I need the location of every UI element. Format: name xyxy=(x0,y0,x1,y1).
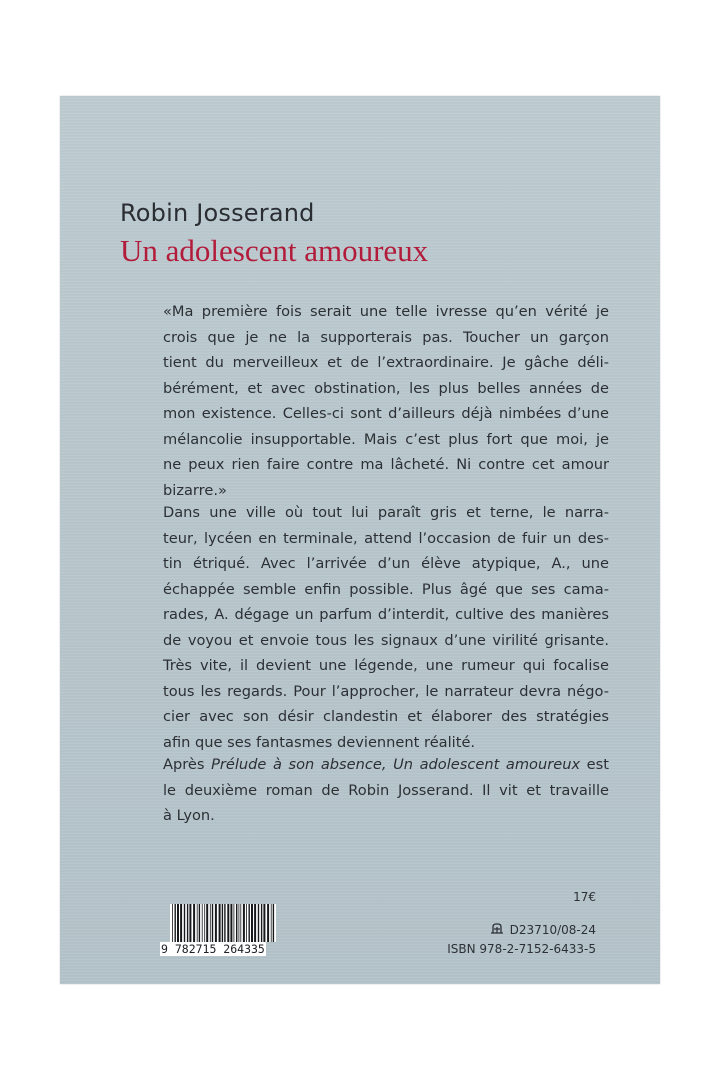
publication-codes xyxy=(435,921,596,959)
price: 17€ xyxy=(573,890,596,904)
barcode-bar xyxy=(175,904,176,942)
description-paragraph xyxy=(163,500,609,755)
barcode-bar xyxy=(187,904,188,942)
description-line: cier avec son désir clandestin et élaborer des stratégies xyxy=(163,708,609,725)
barcode-bar xyxy=(197,904,198,942)
barcode-bar xyxy=(239,904,240,942)
barcode-bar xyxy=(184,904,185,942)
barcode-bar xyxy=(251,904,253,942)
quote-line: mon existence. Celles-ci sont d’ailleurs déjà nimbées d’une xyxy=(163,405,609,422)
barcode-digits: 9 782715 264335 xyxy=(161,942,265,956)
description-line: teur, lycéen en terminale, attend l’occasion de fuir un des- xyxy=(163,529,609,547)
barcode-bar xyxy=(172,904,173,942)
quote-line: «Ma première fois serait une telle ivresse qu’en vérité je xyxy=(163,303,609,320)
barcode-bar xyxy=(236,904,237,942)
book-title: Un adolescent amoureux xyxy=(120,233,429,268)
distribution-code: D23710/08-24 xyxy=(509,923,596,937)
back-cover xyxy=(60,96,660,984)
barcode-bar xyxy=(199,904,200,942)
barcode-bar xyxy=(234,904,235,942)
description-line: tous les regards. Pour l’approcher, le narrateur devra négo- xyxy=(163,682,609,700)
barcode xyxy=(160,904,280,958)
barcode-bar xyxy=(219,904,221,942)
quote-line: mélancolie insupportable. Mais c’est plus fort que moi, je xyxy=(163,430,609,448)
author-bio-paragraph xyxy=(163,752,609,829)
barcode-bar xyxy=(240,904,241,942)
description-line: rades, A. dégage un parfum d’interdit, cultive des manières xyxy=(163,606,609,623)
bio-line: à Lyon. xyxy=(163,807,215,824)
barcode-bar xyxy=(254,904,256,942)
barcode-bar xyxy=(249,904,250,942)
barcode-bar xyxy=(212,904,213,942)
barcode-bar xyxy=(177,904,179,942)
description-line: échappée semble enfin possible. Plus âgé que ses cama- xyxy=(163,580,609,598)
barcode-bar xyxy=(206,904,208,942)
author-name: Robin Josserand xyxy=(120,199,315,227)
barcode-bar xyxy=(202,904,203,942)
quote-line: bizarre.» xyxy=(163,481,227,499)
description-line: de voyou et envoie tous les signaux d’une virilité grisante. xyxy=(163,631,609,649)
barcode-bar xyxy=(180,904,182,942)
description-line: afin que ses fantasmes deviennent réalité. xyxy=(163,733,476,751)
bio-prefix: Après xyxy=(163,756,212,773)
barcode-bar xyxy=(267,904,269,942)
description-line: tin étriqué. Avec l’arrivée d’un élève atypique, A., une xyxy=(163,555,609,572)
barcode-bar xyxy=(204,904,205,942)
barcode-bar xyxy=(215,904,217,942)
barcode-bar xyxy=(273,904,274,942)
distribution-code-line xyxy=(435,921,596,940)
barcode-bar xyxy=(271,904,272,942)
barcode-bar xyxy=(263,904,265,942)
quote-line: ne peux rien faire contre ma lâcheté. Ni contre cet amour xyxy=(163,456,609,473)
quote-line: crois que je ne la supporterais pas. Toucher un garçon xyxy=(163,328,609,346)
bio-line: le deuxième roman de Robin Josserand. Il vit et travaille xyxy=(163,781,609,799)
bio-line xyxy=(163,752,609,778)
bio-suffix: est xyxy=(580,756,609,773)
description-line: Très vite, il devient une légende, une rumeur qui focalise xyxy=(163,657,609,674)
publisher-logo-icon xyxy=(490,923,504,935)
barcode-bar xyxy=(243,904,245,942)
barcode-bar xyxy=(227,904,229,942)
barcode-bar xyxy=(193,904,195,942)
barcode-bars xyxy=(170,904,276,942)
bio-book-titles: Prélude à son absence, Un adolescent amoureux xyxy=(211,756,581,773)
barcode-bar xyxy=(222,904,223,942)
barcode-bar xyxy=(230,904,232,942)
description-line: Dans une ville où tout lui paraît gris et terne, le narra- xyxy=(163,504,609,521)
barcode-bar xyxy=(246,904,247,942)
barcode-bar xyxy=(224,904,225,942)
barcode-bar xyxy=(258,904,259,942)
isbn: ISBN 978-2-7152-6433-5 xyxy=(447,942,596,956)
quote-line: bérément, et avec obstination, les plus belles années de xyxy=(163,379,609,397)
barcode-bar xyxy=(261,904,262,942)
quote-line: tient du merveilleux et de l’extraordinaire. Je gâche déli- xyxy=(163,354,609,371)
barcode-bar xyxy=(210,904,211,942)
quote-paragraph xyxy=(163,299,609,503)
barcode-bar xyxy=(189,904,191,942)
